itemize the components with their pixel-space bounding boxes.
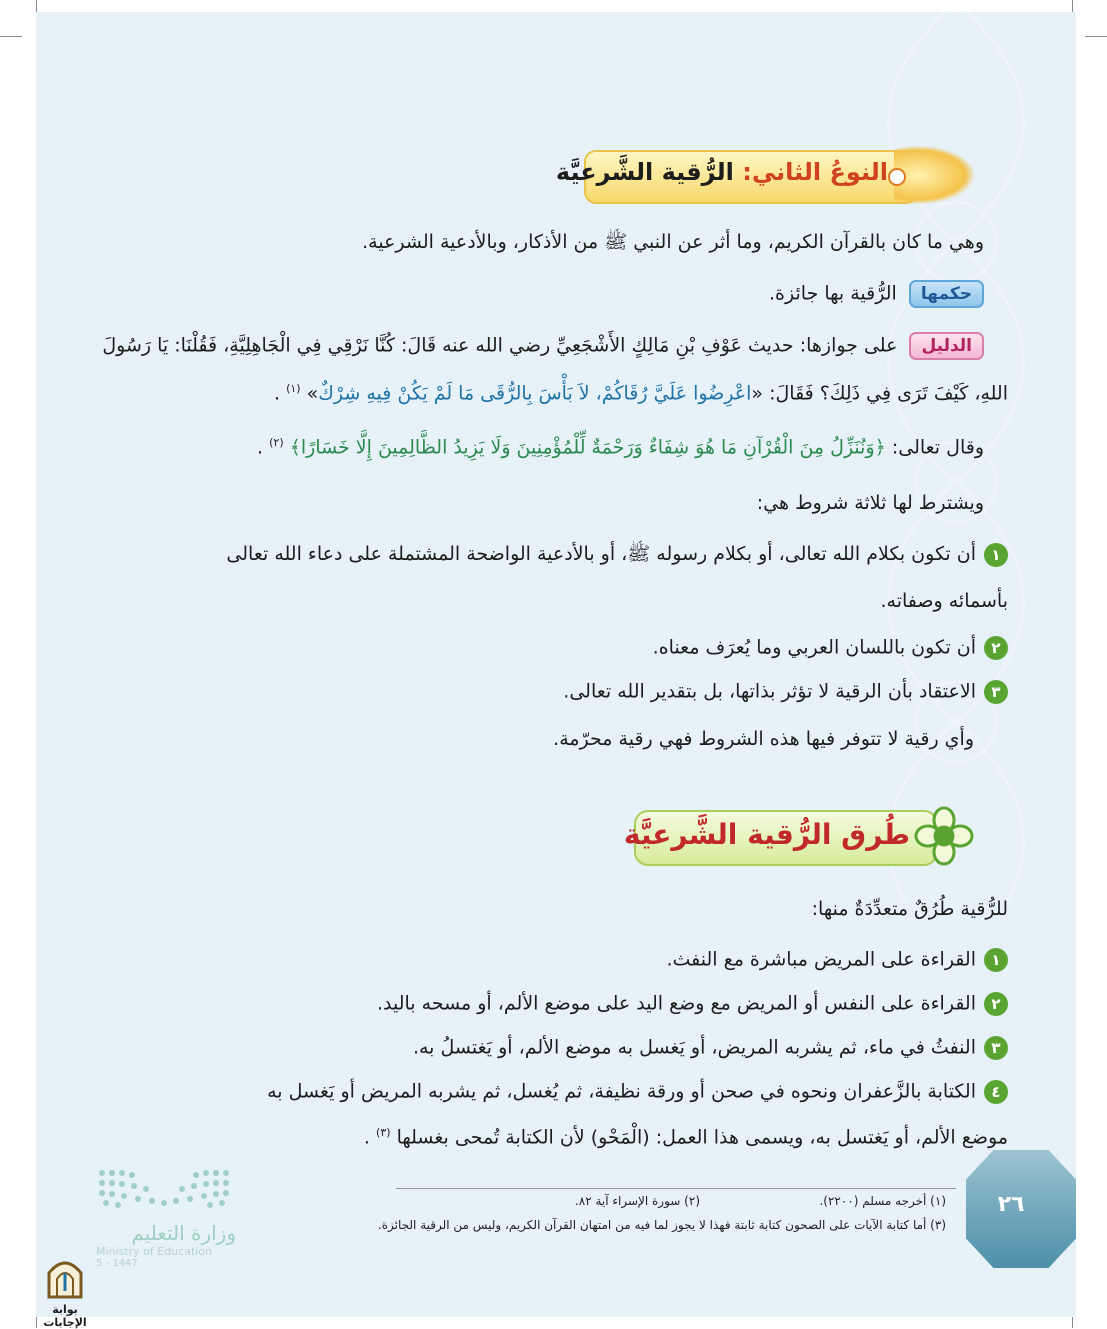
flower-ornament-icon bbox=[914, 806, 974, 866]
number-badge: ٤ bbox=[984, 1080, 1008, 1104]
ministry-name-arabic: وزارة التعليم bbox=[131, 1221, 236, 1245]
conditions-closing: وأي رقية لا تتوفر فيها هذه الشروط فهي رقية محرّمة. bbox=[553, 728, 974, 750]
method-item-3 bbox=[413, 1036, 1008, 1060]
method-item-1 bbox=[666, 948, 1008, 972]
method-text: الكتابة بالزَّعفران ونحوه في صحن أو ورقة نظيفة، ثم يُغسل، ثم يشربه المريض أو يَغسل به bbox=[267, 1080, 976, 1103]
method-text: النفثُ في ماء، ثم يشربه المريض، أو يَغسل به موضع الألم، أو يَغتسلُ به. bbox=[412, 1036, 976, 1059]
condition-text: أن تكون باللسان العربي وما يُعرَف معناه. bbox=[652, 636, 976, 659]
condition-item-1 bbox=[226, 542, 1008, 570]
mosque-arch-icon bbox=[45, 1255, 85, 1299]
evidence-text: على جوازها: حديث عَوْفِ بْنِ مَالِكٍ الأَشْجَعِيِّ رضي الله عنه قَالَ: كُنَّا نَرْقِي فِي الْجَاهِلِيَّةِ، فَقُلْنَا: يَا رَسُولَ bbox=[102, 334, 898, 357]
number-badge: ١ bbox=[984, 948, 1008, 972]
evidence-badge: الدليل bbox=[909, 332, 984, 360]
condition-item-3 bbox=[563, 680, 1008, 704]
ministry-dots-icon bbox=[96, 1167, 232, 1213]
heading-title: طُرق الرُّقية الشَّرعيَّة bbox=[623, 818, 910, 851]
heading-prefix: النوعُ الثاني: bbox=[742, 158, 888, 186]
ruling-text: الرُّقية بها جائزة. bbox=[769, 282, 897, 305]
page-number-badge bbox=[966, 1150, 1076, 1268]
quote-mark: » bbox=[306, 382, 319, 405]
section-heading-shariah-ruqyah bbox=[555, 146, 974, 204]
quran-intro: وقال تعالى: bbox=[891, 436, 984, 459]
evidence-line-1 bbox=[102, 332, 984, 360]
method-text: القراءة على النفس أو المريض مع وضع اليد على موضع الألم، أو مسحه باليد. bbox=[376, 992, 976, 1015]
watermark-label: بوابة الإجابات bbox=[43, 1303, 87, 1329]
ruling-badge: حكمها bbox=[909, 280, 984, 308]
ministry-name-english: Ministry of Education bbox=[96, 1245, 213, 1258]
method-text: القراءة على المريض مباشرة مع النفث. bbox=[666, 948, 976, 971]
number-badge: ٢ bbox=[984, 636, 1008, 660]
watermark-logo bbox=[30, 1255, 100, 1329]
footnote-ref-2: (٢) bbox=[269, 436, 284, 449]
methods-intro: للرُّقية طُرُقٌ متعدِّدَةٌ منها: bbox=[811, 898, 1008, 920]
footnote-1: (١) أخرجه مسلم (٢٢٠٠). bbox=[819, 1194, 946, 1208]
condition-item-2 bbox=[653, 636, 1008, 660]
number-badge: ١ bbox=[984, 543, 1008, 567]
footnote-ref-3: (٣) bbox=[376, 1126, 391, 1139]
hadith-intro: اللهِ، كَيْفَ تَرَى فِي ذَلِكَ؟ فَقَالَ: « bbox=[751, 382, 1008, 405]
number-badge: ٣ bbox=[984, 1036, 1008, 1060]
number-badge: ٢ bbox=[984, 992, 1008, 1016]
crop-mark bbox=[1085, 36, 1107, 37]
method-text: موضع الألم، أو يَغتسل به، ويسمى هذا العمل: (الْمَحْو) لأن الكتابة تُمحى بغسلها bbox=[396, 1126, 1008, 1149]
number-badge: ٣ bbox=[984, 680, 1008, 704]
footnote-3: (٣) أما كتابة الآيات على الصحون كتابة ثابتة فهذا لا يجوز لما فيه من امتهان القرآن الكريم، وليس من الرقية الجائزة. bbox=[377, 1218, 946, 1232]
heading-pill-tip bbox=[894, 146, 974, 204]
page-number: ٢٦ bbox=[997, 1192, 1025, 1217]
evidence-line-2: اللهِ، كَيْفَ تَرَى فِي ذَلِكَ؟ فَقَالَ: «اعْرِضُوا عَلَيَّ رُقَاكُمْ، لاَ بَأْسَ بِالرُّقَى مَا لَمْ يَكُنْ فِيهِ شِرْكٌ» $^{(١)}$ . bbox=[273, 382, 1008, 405]
intro-paragraph: وهي ما كان بالقرآن الكريم، وما أثر عن النبي ﷺ من الأذكار، وبالأدعية الشرعية. bbox=[362, 231, 984, 253]
heading-title: الرُّقية الشَّرعيَّة bbox=[555, 158, 734, 186]
textbook-page bbox=[36, 12, 1076, 1317]
quran-verse-line: وقال تعالى: ﴿وَنُنَزِّلُ مِنَ الْقُرْآنِ مَا هُوَ شِفَاءٌ وَرَحْمَةٌ لِّلْمُؤْمِنِينَ وَلَا يَزِيدُ الظَّالِمِينَ إِلَّا خَسَارًا﴾ $^{(٢)}$ . bbox=[257, 436, 984, 459]
ruling-line bbox=[769, 280, 984, 308]
method-item-4 bbox=[267, 1080, 1008, 1104]
ministry-of-education-logo bbox=[96, 1167, 236, 1269]
method-item-2 bbox=[377, 992, 1008, 1016]
conditions-intro: ويشترط لها ثلاثة شروط هي: bbox=[756, 492, 984, 514]
condition-text: الاعتقاد بأن الرقية لا تؤثر بذاتها، بل بتقدير الله تعالى. bbox=[563, 680, 976, 703]
footnote-2: (٢) سورة الإسراء آية ٨٢. bbox=[574, 1194, 700, 1208]
hadith-text: اعْرِضُوا عَلَيَّ رُقَاكُمْ، لاَ بَأْسَ بِالرُّقَى مَا لَمْ يَكُنْ فِيهِ شِرْكٌ bbox=[318, 382, 752, 405]
section-heading-ruqyah-methods bbox=[623, 806, 974, 868]
footnote-ref-1: (١) bbox=[286, 382, 301, 395]
quran-verse: ﴿وَنُنَزِّلُ مِنَ الْقُرْآنِ مَا هُوَ شِفَاءٌ وَرَحْمَةٌ لِّلْمُؤْمِنِينَ وَلَا يَزِيدُ الظَّالِمِينَ إِلَّا خَسَارًا﴾ bbox=[289, 436, 886, 459]
edition-year: 5 - 1447 bbox=[96, 1258, 138, 1269]
condition-item-1-continued: بأسمائه وصفاته. bbox=[880, 590, 1008, 612]
bullet-circle-icon bbox=[888, 168, 906, 186]
footnote-divider bbox=[396, 1188, 956, 1189]
method-item-4-continued: موضع الألم، أو يَغتسل به، ويسمى هذا العمل: (الْمَحْو) لأن الكتابة تُمحى بغسلها $^{(٣)}$ . bbox=[363, 1126, 1008, 1149]
condition-text: أن تكون بكلام الله تعالى، أو بكلام رسوله ﷺ، أو بالأدعية الواضحة المشتملة على دعاء الله تعالى bbox=[226, 543, 976, 565]
crop-mark bbox=[0, 36, 22, 37]
